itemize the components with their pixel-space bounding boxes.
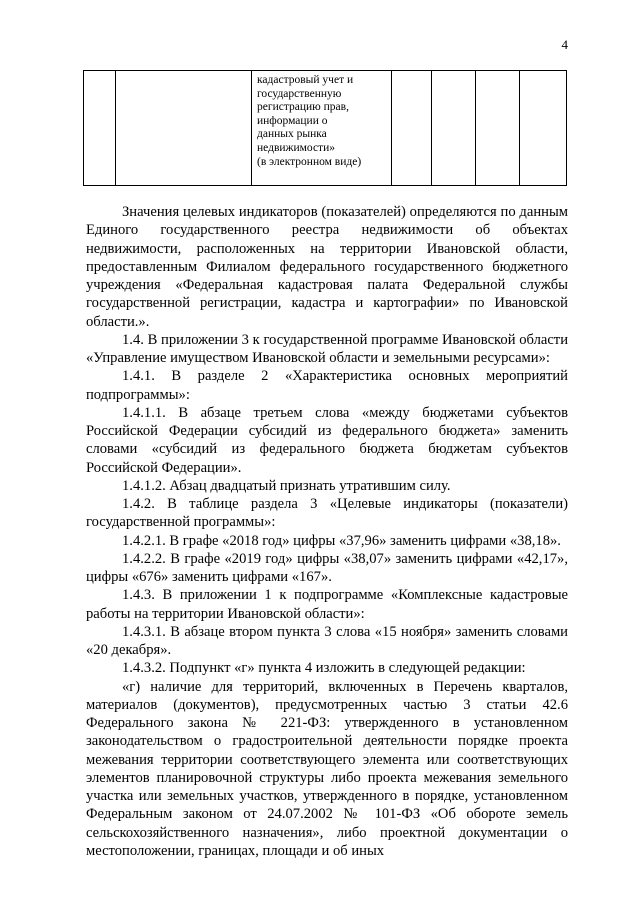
paragraph: 1.4. В приложении 3 к государственной программе Ивановской области «Управление имуществом Ивановской области и земельными ресурсами»: — [86, 331, 568, 366]
table-cell-empty — [520, 71, 567, 186]
paragraph: 1.4.1. В разделе 2 «Характеристика основных мероприятий подпрограммы»: — [86, 368, 568, 403]
table-cell-empty — [432, 71, 476, 186]
page-number: 4 — [561, 37, 568, 52]
table-cell-empty — [84, 71, 116, 186]
table-line: государственную — [257, 87, 342, 100]
table-line: данных рынка — [257, 128, 327, 141]
table-line: информации о — [257, 114, 328, 127]
paragraph: «г) наличие для территорий, включенных в Перечень кварталов, материалов (документов), предусмотренных частью 3 статьи 42.6 Федерального закона № 221-ФЗ: утвержденного в установленном законодательством о градостроительной деятельности порядке проекта межевания территории соответствующего элемента или соответствующих элементов планировочной структуры либо проекта межевания земельного участка или земельных участков, утвержденного в порядке, установленном Федеральным законом от 24.07.2002 № 101-ФЗ «Об обороте земель сельскохозяйственного назначения», либо проектной документации о местоположении, границах, площади и об иных — [86, 678, 568, 859]
table-cell-text — [252, 71, 392, 186]
table-cell-empty — [392, 71, 432, 186]
table-line: (в электронном виде) — [257, 155, 362, 168]
paragraph: Значения целевых индикаторов (показателей) определяются по данным Единого государственного реестра недвижимости об объектах недвижимости, расположенных на территории Ивановской области, предоставленным Филиалом федерального государственного бюджетного учреждения «Федеральная кадастровая палата Федеральной службы государственной регистрации, кадастра и картографии» по Ивановской области.». — [86, 204, 568, 330]
table-cell-empty — [476, 71, 520, 186]
paragraph: 1.4.3.1. В абзаце втором пункта 3 слова «15 ноября» заменить словами «20 декабря». — [86, 623, 568, 658]
paragraph: 1.4.2.2. В графе «2019 год» цифры «38,07» заменить цифрами «42,17», цифры «676» заменить цифрами «167». — [86, 550, 568, 585]
paragraph: 1.4.3. В приложении 1 к подпрограмме «Комплексные кадастровые работы на территории Ивановской области»: — [86, 587, 568, 622]
paragraph: 1.4.3.2. Подпункт «г» пункта 4 изложить в следующей редакции: — [122, 660, 526, 677]
document-body — [86, 203, 568, 860]
table-cell-empty — [116, 71, 252, 186]
paragraph: 1.4.2.1. В графе «2018 год» цифры «37,96» заменить цифрами «38,18». — [122, 532, 561, 549]
paragraph: 1.4.1.1. В абзаце третьем слова «между бюджетами субъектов Российской Федерации субсидий из федерального бюджета» заменить словами «субсидий из федерального бюджета бюджетам субъектов Российской Федерации». — [86, 404, 568, 476]
paragraph: 1.4.1.2. Абзац двадцатый признать утратившим силу. — [122, 477, 451, 494]
table-line: кадастровый учет и — [257, 74, 354, 86]
table-fragment — [83, 70, 566, 186]
table-line: недвижимости» — [257, 141, 335, 154]
table-line: регистрацию прав, — [257, 101, 349, 114]
paragraph: 1.4.2. В таблице раздела 3 «Целевые индикаторы (показатели) государственной программы»: — [86, 496, 568, 531]
